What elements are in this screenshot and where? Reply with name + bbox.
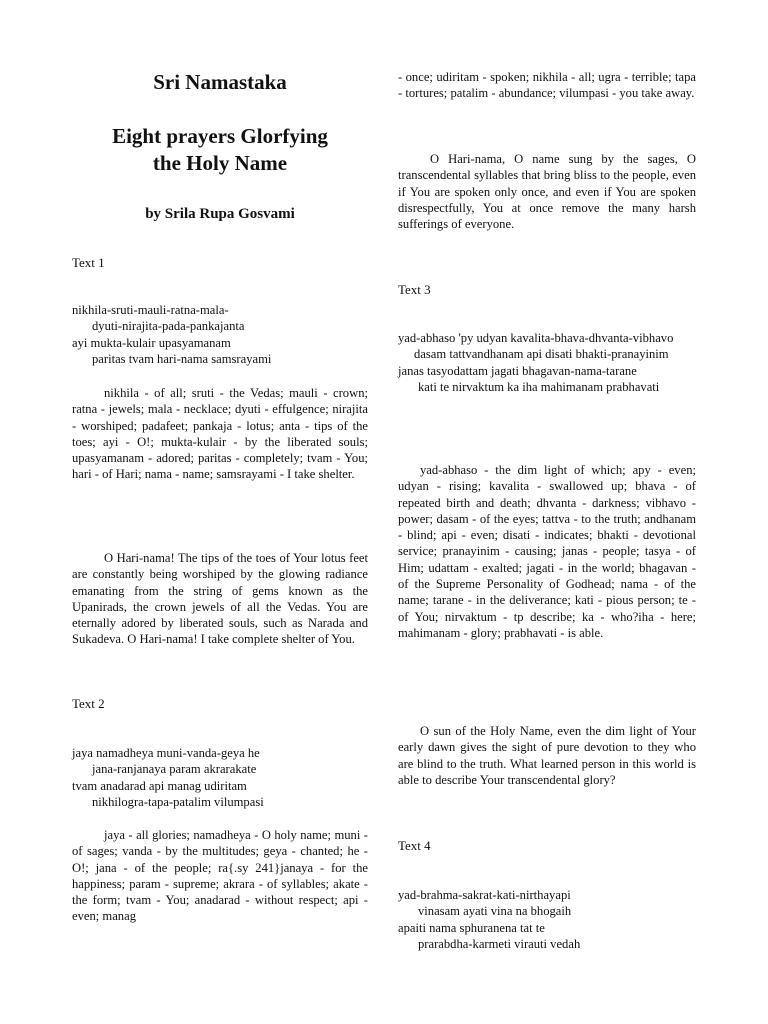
verse-line: janas tasyodattam jagati bhagavan-nama-tarane [398, 363, 637, 378]
verse-line: ayi mukta-kulair upasyamanam [72, 335, 231, 350]
text1-heading: Text 1 [72, 255, 105, 270]
verse-line: jaya namadheya muni-vanda-geya he [72, 746, 260, 760]
author: by Srila Rupa Gosvami [145, 206, 295, 222]
text4-verse [398, 887, 696, 952]
subtitle-line-1: Eight prayers Glorfying [112, 124, 328, 148]
text2-synonyms-part1: jaya - all glories; namadheya - O holy name; muni - of sages; vanda - by the multitudes; geya - chanted; he - O!; jana - of the people; ra{.sy 241}janaya - for the happiness; param - supreme; akrara - of syllables; akate - the form; tvam - You; anadarad - without respect; api - even; manag [72, 828, 368, 924]
verse-line: dyuti-nirajita-pada-pankajanta [92, 319, 245, 334]
verse-line: jana-ranjanaya param akrarakate [92, 762, 257, 777]
verse-line: yad-abhaso 'py udyan kavalita-bhava-dhvanta-vibhavo [398, 331, 674, 345]
page-title: Sri Namastaka [153, 70, 287, 94]
subtitle-line-2: the Holy Name [152, 151, 288, 175]
verse-line: kati te nirvaktum ka iha mahimanam prabhavati [418, 379, 660, 394]
text2-synonyms-part2: - once; udiritam - spoken; nikhila - all; ugra - terrible; tapa - tortures; patalim - abundance; vilumpasi - you take away. [398, 70, 696, 101]
text1-synonyms: nikhila - of all; sruti - the Vedas; mauli - crown; ratna - jewels; mala - necklace; dyuti - effulgence; nirajita - worshiped; padafeet; pankaja - lotus; anta - tips of the toes; ayi - O!; mukta-kulair - by the liberated souls; upasyamanam - adored; paritas - completely; tvam - You; hari - of Hari; nama - name; samsrayami - I take shelter. [72, 386, 368, 482]
text2-translation: O Hari-nama, O name sung by the sages, O transcendental syllables that bring bliss to the people, even if You are spoken only once, and even if You are spoken disrespectfully, You at once remove the many harsh sufferings of everyone. [398, 152, 696, 232]
text4-heading: Text 4 [398, 838, 431, 853]
verse-line: yad-brahma-sakrat-kati-nirthayapi [398, 888, 571, 902]
text1-verse [72, 302, 368, 367]
verse-line: vinasam ayati vina na bhogaih [418, 904, 572, 919]
text3-synonyms: yad-abhaso - the dim light of which; apy - even; udyan - rising; kavalita - swallowed up; bhava - of repeated birth and death; dhvanta - darkness; vibhavo - power; dasam - of the eyes; tattva - to the truth; andhanam - blind; api - even; disati - indicates; bhakti - devotional service; pranayinim - causing; janas - people; tasya - of Him; udattam - exalted; jagati - in the world; bhagavan - of the Supreme Personality of Godhead; nama - of the name; tarane - in the deliverance; kati - pious person; te - of You; nirvaktum - tp describe; ka - who?iha - here; mahimanam - glory; prabhavati - is able. [398, 463, 696, 640]
text3-translation: O sun of the Holy Name, even the dim light of Your early dawn gives the sight of pure devotion to they who are blind to the truth. What learned person in this world is able to describe Your transcendental glory? [398, 724, 696, 787]
verse-line: paritas tvam hari-nama samsrayami [92, 351, 272, 366]
text2-verse [72, 745, 368, 810]
text3-verse [398, 330, 696, 395]
verse-line: nikhilogra-tapa-patalim vilumpasi [92, 794, 264, 809]
verse-line: nikhila-sruti-mauli-ratna-mala- [72, 303, 229, 317]
text3-heading: Text 3 [398, 282, 431, 297]
text2-heading: Text 2 [72, 696, 105, 711]
verse-line: apaiti nama sphuranena tat te [398, 920, 545, 935]
text1-translation: O Hari-nama! The tips of the toes of Your lotus feet are constantly being worshiped by the glowing radiance emanating from the string of gems known as the Upanirads, the crown jewels of all the Vedas. You are eternally adored by liberated souls, such as Narada and Sukadeva. O Hari-nama! I take complete shelter of You. [72, 551, 368, 647]
verse-line: dasam tattvandhanam api disati bhakti-pranayinim [414, 347, 669, 362]
verse-line: tvam anadarad api manag udiritam [72, 778, 247, 793]
verse-line: prarabdha-karmeti virauti vedah [418, 936, 581, 951]
